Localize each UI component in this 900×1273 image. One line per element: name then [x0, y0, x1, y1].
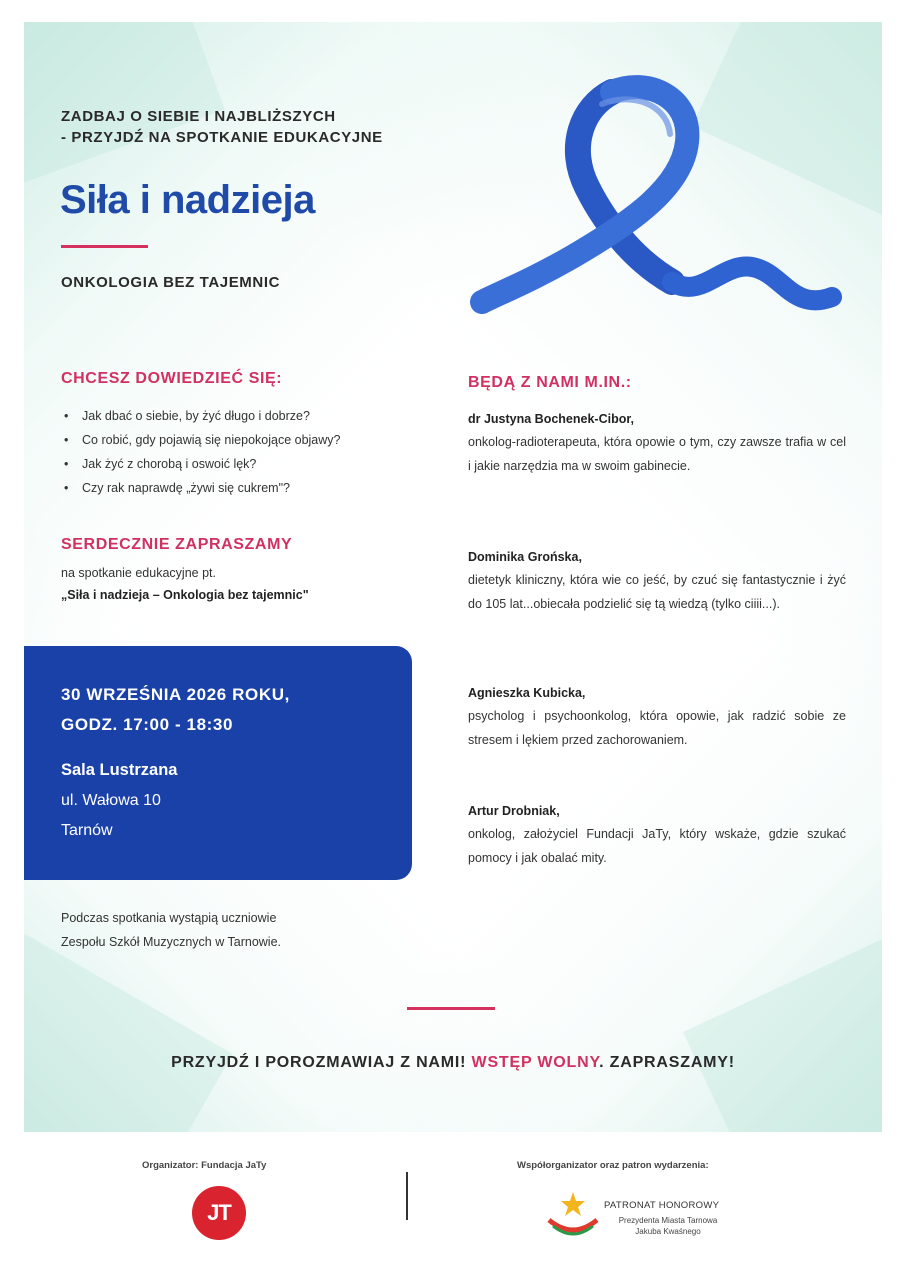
header-subtitle-line2: - PRZYJDŹ NA SPOTKANIE EDUKACYJNE [61, 129, 383, 146]
patron-title: PATRONAT HONOROWY [604, 1200, 720, 1211]
event-city: Tarnów [61, 822, 113, 839]
organizer-logo: JT [192, 1186, 246, 1240]
speaker-name: dr Justyna Bochenek-Cibor, [468, 412, 635, 426]
list-item: • Jak dbać o siebie, by żyć długo i dobrze? [64, 404, 340, 428]
cta-divider [407, 1007, 495, 1010]
background-facet [24, 934, 233, 1132]
title-underline [61, 245, 148, 248]
patron-line1: Prezydenta Miasta Tarnowa [618, 1216, 718, 1225]
speaker-name: Agnieszka Kubicka, [468, 686, 586, 700]
cta-part2: . ZAPRASZAMY! [599, 1054, 735, 1071]
patron-subtitle [604, 1215, 732, 1237]
invitation-text: na spotkanie edukacyjne pt. [61, 566, 216, 580]
questions-list [64, 404, 340, 500]
invitation-heading: SERDECZNIE ZAPRASZAMY [61, 536, 293, 553]
speaker-item [468, 408, 846, 478]
coorganizer-label: Współorganizator oraz patron wydarzenia: [517, 1160, 709, 1171]
speaker-name: Artur Drobniak, [468, 804, 560, 818]
header-subtitle-line1: ZADBAJ O SIEBIE I NAJBLIŻSZYCH [61, 108, 336, 125]
call-to-action [24, 1054, 882, 1072]
speaker-item [468, 546, 846, 616]
speaker-description: dietetyk kliniczny, która wie co jeść, by czuć się fantastycznie i żyć do 105 lat...obiecała podzielić się tą wiedzą (tylko ciiii...). [468, 573, 846, 611]
music-note-line1: Podczas spotkania wystąpią uczniowie [61, 911, 277, 925]
background-facet [24, 22, 225, 185]
footer-divider [406, 1172, 408, 1220]
poster-background [24, 22, 882, 1132]
speaker-item [468, 800, 846, 870]
speaker-description: psycholog i psychoonkolog, która opowie, jak radzić sobie ze stresem i lękiem przed zachorowaniem. [468, 709, 846, 747]
questions-heading: CHCESZ DOWIEDZIEĆ SIĘ: [61, 370, 283, 387]
speaker-item [468, 682, 846, 752]
page-title: Siła i nadzieja [60, 178, 315, 222]
event-date [61, 680, 290, 740]
list-item: • Czy rak naprawdę „żywi się cukrem"? [64, 476, 340, 500]
cta-highlight: WSTĘP WOLNY [471, 1054, 600, 1071]
awareness-ribbon-icon [462, 62, 842, 332]
event-time-line: GODZ. 17:00 - 18:30 [61, 715, 234, 734]
speaker-description: onkolog, założyciel Fundacji JaTy, który wskaże, gdzie szukać pomocy i jak obalać mity. [468, 827, 846, 865]
header-subtitle [61, 106, 383, 148]
cta-part1: PRZYJDŹ I POROZMAWIAJ Z NAMI! [171, 1054, 467, 1071]
tarnow-star-logo-icon [545, 1190, 601, 1238]
invitation-event-title: „Siła i nadzieja – Onkologia bez tajemnic" [61, 588, 309, 602]
list-item: • Co robić, gdy pojawią się niepokojące objawy? [64, 428, 340, 452]
series-title: ONKOLOGIA BEZ TAJEMNIC [61, 274, 281, 291]
speaker-name: Dominika Grońska, [468, 550, 582, 564]
speakers-heading: BĘDĄ Z NAMI M.IN.: [468, 374, 632, 391]
event-details-box [24, 646, 412, 880]
event-venue: Sala Lustrzana [61, 761, 178, 779]
list-item: • Jak żyć z chorobą i oswoić lęk? [64, 452, 340, 476]
organizer-label: Organizator: Fundacja JaTy [142, 1160, 267, 1171]
speaker-description: onkolog-radioterapeuta, która opowie o tym, czy zawsze trafia w cel i jakie narzędzia ma w swoim gabinecie. [468, 435, 846, 473]
event-date-line: 30 WRZEŚNIA 2026 ROKU, [61, 685, 290, 704]
patron-line2: Jakuba Kwaśnego [635, 1227, 701, 1236]
music-note-line2: Zespołu Szkół Muzycznych w Tarnowie. [61, 935, 281, 949]
background-facet [683, 931, 882, 1132]
music-note [61, 906, 281, 954]
event-street: ul. Wałowa 10 [61, 792, 161, 809]
